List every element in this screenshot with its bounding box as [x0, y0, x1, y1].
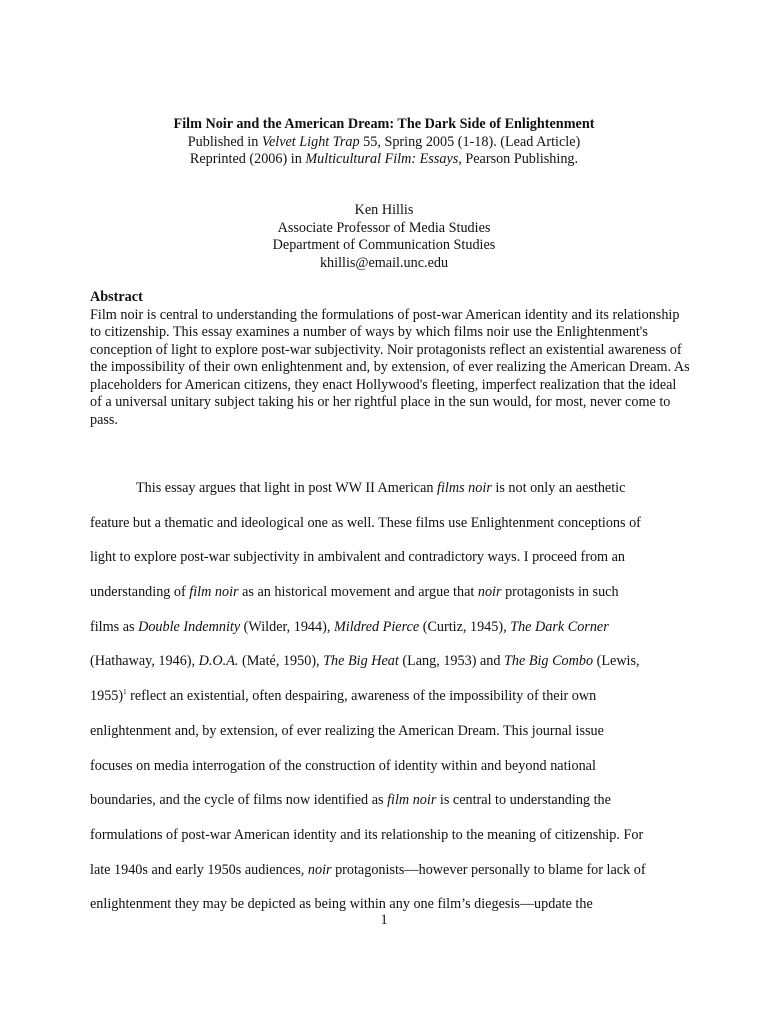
book-title: Multicultural Film: Essays	[305, 151, 459, 167]
body-line: focuses on media interrogation of the construction of identity within and beyond national	[90, 757, 596, 774]
page-number: 1	[380, 912, 388, 928]
body-line: formulations of post-war American identity and its relationship to the meaning of citizenship. For	[90, 826, 644, 843]
body-line: This essay argues that light in post WW II American films noir is not only an aesthetic	[136, 480, 626, 496]
author-block	[0, 202, 768, 272]
body-line: enlightenment and, by extension, of ever realizing the American Dream. This journal issue	[90, 722, 604, 739]
body-line: boundaries, and the cycle of films now identified as film noir is central to understanding the	[90, 792, 611, 809]
abstract-section	[90, 289, 690, 429]
journal-name: Velvet Light Trap	[261, 133, 360, 150]
reprint-line: Reprinted (2006) in Multicultural Film: Essays, Pearson Publishing.	[189, 151, 579, 167]
abstract-heading: Abstract	[90, 289, 143, 305]
abstract-text: Film noir is central to understanding the formulations of post-war American identity and its relationship to citizenship. This essay examines a number of ways by which films noir use the Enlightenment's conception of light to explore post-war subjectivity. Noir protagonists reflect an existential awareness of the impossibility of their own enlightenment and, by extension, of ever realizing the American Dream. As placeholders for American citizens, they enact Hollywood's fleeting, imperfect realization that the ideal of a universal unitary subject taking his or her rightful place in the sun would, for most, never come to pass.	[90, 306, 690, 428]
author-email: khillis@email.unc.edu	[319, 254, 449, 271]
body-line: light to explore post-war subjectivity in ambivalent and contradictory ways. I proceed from an	[90, 549, 626, 566]
author-position: Associate Professor of Media Studies	[277, 219, 491, 236]
body-line: films as Double Indemnity (Wilder, 1944), Mildred Pierce (Curtiz, 1945), The Dark Corner	[90, 618, 609, 635]
body-line: late 1940s and early 1950s audiences, noir protagonists—however personally to blame for lack of	[90, 861, 646, 878]
author-name: Ken Hillis	[354, 202, 414, 218]
body-text	[90, 475, 690, 926]
body-line: enlightenment they may be depicted as being within any one film’s diegesis—update the	[90, 896, 593, 913]
body-line: 1955)$^1$ reflect an existential, often despairing, awareness of the impossibility of their own	[90, 688, 597, 705]
footnote-marker[interactable]: 1	[123, 688, 127, 697]
author-department: Department of Communication Studies	[272, 237, 496, 253]
body-line: feature but a thematic and ideological one as well. These films use Enlightenment conceptions of	[90, 514, 641, 531]
body-line: understanding of film noir as an historical movement and argue that noir protagonists in such	[90, 584, 619, 601]
body-line: (Hathaway, 1946), D.O.A. (Maté, 1950), The Big Heat (Lang, 1953) and The Big Combo (Lewis,	[90, 653, 640, 670]
article-header	[0, 116, 768, 169]
publication-line: Published in Velvet Light Trap 55, Spring 2005 (1-18). (Lead Article)	[187, 133, 581, 150]
article-title: Film Noir and the American Dream: The Dark Side of Enlightenment	[173, 116, 595, 132]
